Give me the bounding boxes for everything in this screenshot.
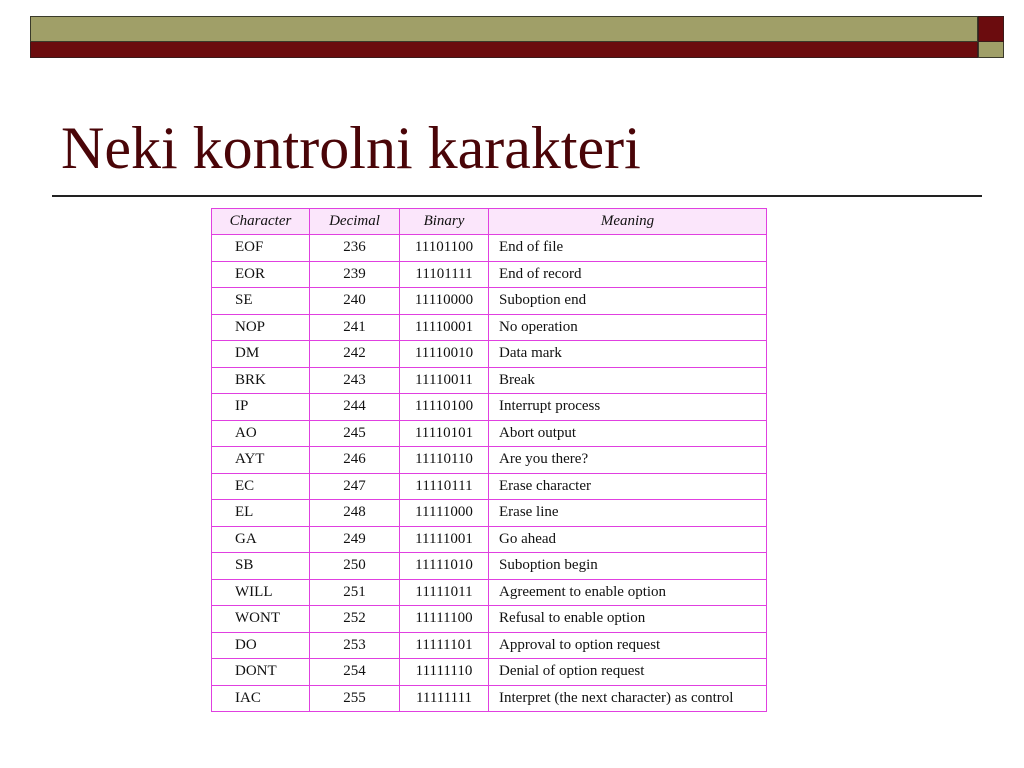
column-header-meaning: Meaning — [489, 209, 767, 235]
cell-binary: 11101111 — [400, 261, 489, 288]
table-row — [212, 288, 767, 315]
cell-decimal: 248 — [310, 500, 400, 527]
cell-binary: 11111111 — [400, 685, 489, 712]
column-header-decimal: Decimal — [310, 209, 400, 235]
cell-binary: 11110110 — [400, 447, 489, 474]
cell-meaning: Denial of option request — [489, 659, 767, 686]
table-row — [212, 367, 767, 394]
table-row — [212, 314, 767, 341]
cell-character: WONT — [212, 606, 310, 633]
cell-decimal: 244 — [310, 394, 400, 421]
cell-binary: 11110100 — [400, 394, 489, 421]
table-row — [212, 553, 767, 580]
cell-binary: 11110001 — [400, 314, 489, 341]
header-corner-square-maroon — [978, 16, 1004, 42]
cell-meaning: Erase line — [489, 500, 767, 527]
cell-character: SE — [212, 288, 310, 315]
table-header-row — [212, 209, 767, 235]
table-row — [212, 579, 767, 606]
cell-character: NOP — [212, 314, 310, 341]
table-row — [212, 261, 767, 288]
cell-decimal: 242 — [310, 341, 400, 368]
cell-character: IP — [212, 394, 310, 421]
table-row — [212, 394, 767, 421]
cell-decimal: 246 — [310, 447, 400, 474]
table-row — [212, 606, 767, 633]
table-row — [212, 447, 767, 474]
cell-binary: 11111011 — [400, 579, 489, 606]
cell-meaning: Erase character — [489, 473, 767, 500]
cell-decimal: 236 — [310, 235, 400, 262]
cell-character: SB — [212, 553, 310, 580]
cell-binary: 11101100 — [400, 235, 489, 262]
cell-meaning: Approval to option request — [489, 632, 767, 659]
cell-binary: 11111010 — [400, 553, 489, 580]
cell-decimal: 239 — [310, 261, 400, 288]
cell-binary: 11111001 — [400, 526, 489, 553]
cell-meaning: Suboption begin — [489, 553, 767, 580]
cell-character: EOR — [212, 261, 310, 288]
cell-meaning: Refusal to enable option — [489, 606, 767, 633]
cell-binary: 11110101 — [400, 420, 489, 447]
cell-meaning: End of file — [489, 235, 767, 262]
cell-meaning: Interrupt process — [489, 394, 767, 421]
table-row — [212, 659, 767, 686]
cell-meaning: Interpret (the next character) as control — [489, 685, 767, 712]
cell-meaning: Data mark — [489, 341, 767, 368]
cell-character: WILL — [212, 579, 310, 606]
cell-binary: 11111110 — [400, 659, 489, 686]
slide-title: Neki kontrolni karakteri — [61, 115, 641, 181]
column-header-character: Character — [212, 209, 310, 235]
cell-character: GA — [212, 526, 310, 553]
header-corner-square-olive — [978, 42, 1004, 58]
cell-character: EC — [212, 473, 310, 500]
cell-meaning: End of record — [489, 261, 767, 288]
cell-decimal: 251 — [310, 579, 400, 606]
table-body — [212, 235, 767, 712]
cell-character: DONT — [212, 659, 310, 686]
table-row — [212, 632, 767, 659]
cell-decimal: 245 — [310, 420, 400, 447]
cell-binary: 11110111 — [400, 473, 489, 500]
cell-decimal: 250 — [310, 553, 400, 580]
cell-decimal: 241 — [310, 314, 400, 341]
cell-binary: 11111100 — [400, 606, 489, 633]
column-header-binary: Binary — [400, 209, 489, 235]
cell-meaning: Agreement to enable option — [489, 579, 767, 606]
table-row — [212, 341, 767, 368]
cell-meaning: Suboption end — [489, 288, 767, 315]
cell-character: DM — [212, 341, 310, 368]
cell-decimal: 249 — [310, 526, 400, 553]
cell-decimal: 253 — [310, 632, 400, 659]
table-row — [212, 500, 767, 527]
cell-meaning: Go ahead — [489, 526, 767, 553]
header-band-maroon — [30, 42, 978, 58]
cell-decimal: 254 — [310, 659, 400, 686]
control-characters-table — [211, 208, 767, 712]
title-divider — [52, 195, 982, 197]
cell-binary: 11110011 — [400, 367, 489, 394]
cell-character: EOF — [212, 235, 310, 262]
cell-decimal: 255 — [310, 685, 400, 712]
table-row — [212, 235, 767, 262]
cell-binary: 11110010 — [400, 341, 489, 368]
cell-decimal: 247 — [310, 473, 400, 500]
cell-character: EL — [212, 500, 310, 527]
table-row — [212, 420, 767, 447]
cell-decimal: 252 — [310, 606, 400, 633]
cell-binary: 11111000 — [400, 500, 489, 527]
header-band-olive — [30, 16, 978, 42]
table-row — [212, 526, 767, 553]
cell-decimal: 240 — [310, 288, 400, 315]
cell-meaning: Abort output — [489, 420, 767, 447]
cell-character: AYT — [212, 447, 310, 474]
cell-binary: 11110000 — [400, 288, 489, 315]
table-row — [212, 473, 767, 500]
cell-character: AO — [212, 420, 310, 447]
cell-decimal: 243 — [310, 367, 400, 394]
cell-character: BRK — [212, 367, 310, 394]
cell-meaning: No operation — [489, 314, 767, 341]
cell-character: DO — [212, 632, 310, 659]
cell-meaning: Break — [489, 367, 767, 394]
table-row — [212, 685, 767, 712]
cell-meaning: Are you there? — [489, 447, 767, 474]
cell-character: IAC — [212, 685, 310, 712]
cell-binary: 11111101 — [400, 632, 489, 659]
